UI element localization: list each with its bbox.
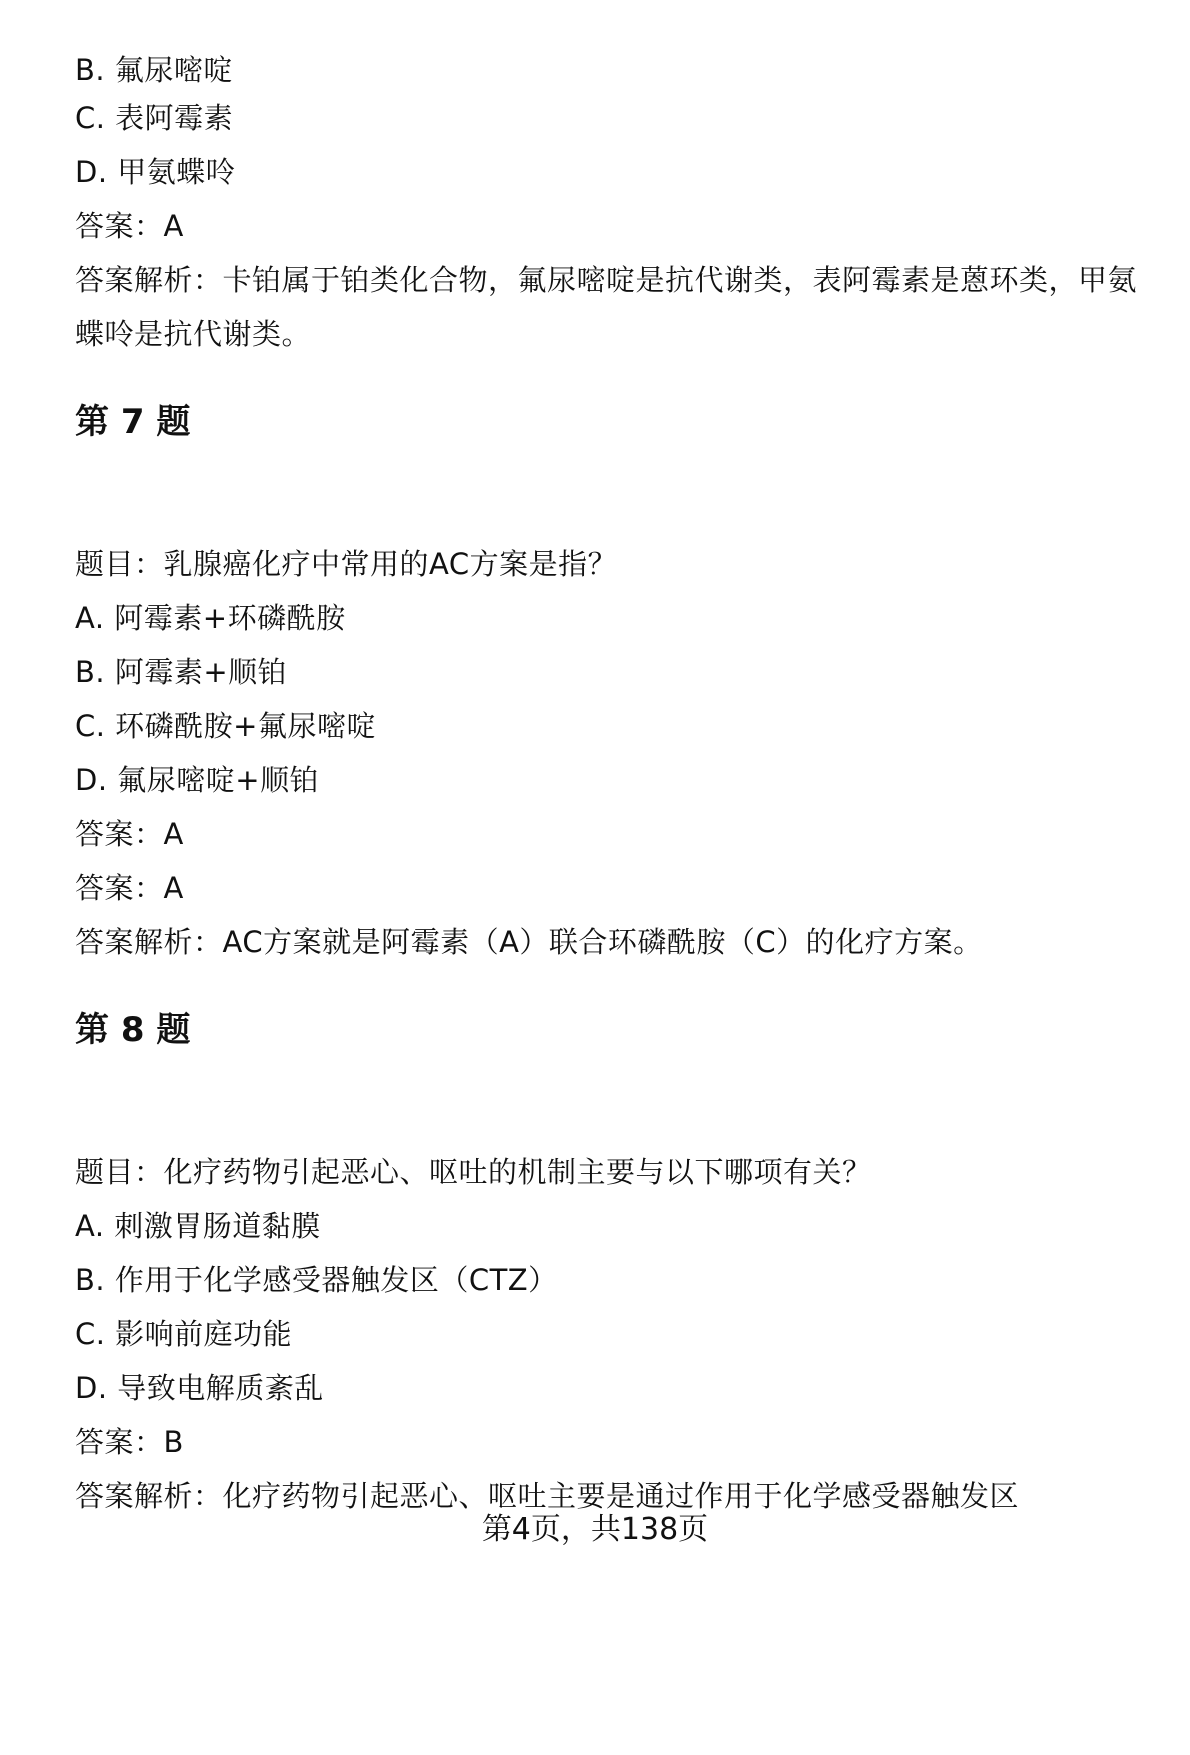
q8-prompt: 题目：化疗药物引起恶心、呕吐的机制主要与以下哪项有关？ [75,1155,872,1189]
q7-prompt: 题目：乳腺癌化疗中常用的AC方案是指？ [75,547,618,581]
q6-option-b: B. 氟尿嘧啶 [75,53,233,87]
q8-answer: 答案：B [75,1425,184,1459]
q6-answer: 答案：A [75,209,184,243]
q8-explanation: 答案解析：化疗药物引起恶心、呕吐主要是通过作用于化学感受器触发区 [75,1479,1020,1513]
q7-answer: 答案：A [75,817,184,851]
q6-explanation-line1: 答案解析：卡铂属于铂类化合物，氟尿嘧啶是抗代谢类，表阿霉素是蒽环类，甲氨 [75,263,1138,297]
q8-option-c: C. 影响前庭功能 [75,1317,293,1351]
q7-heading: 第 7 题 [75,402,191,442]
q6-explanation-line2: 蝶呤是抗代谢类。 [75,317,312,351]
q7-option-d: D. 氟尿嘧啶+顺铂 [75,763,320,797]
q7-option-a: A. 阿霉素+环磷酰胺 [75,601,346,635]
q6-option-d: D. 甲氨蝶呤 [75,155,236,189]
q8-option-d: D. 导致电解质紊乱 [75,1371,324,1405]
q8-option-a: A. 刺激胃肠道黏膜 [75,1209,321,1243]
q7-option-b: B. 阿霉素+顺铂 [75,655,288,689]
q7-option-c: C. 环磷酰胺+氟尿嘧啶 [75,709,376,743]
q8-option-b: B. 作用于化学感受器触发区（CTZ） [75,1263,558,1297]
page-footer: 第4页，共138页 [481,1512,709,1547]
q8-heading: 第 8 题 [75,1010,191,1050]
q6-option-c: C. 表阿霉素 [75,101,234,135]
q7-answer-repeat: 答案：A [75,871,184,905]
q7-explanation: 答案解析：AC方案就是阿霉素（A）联合环磷酰胺（C）的化疗方案。 [75,925,983,959]
